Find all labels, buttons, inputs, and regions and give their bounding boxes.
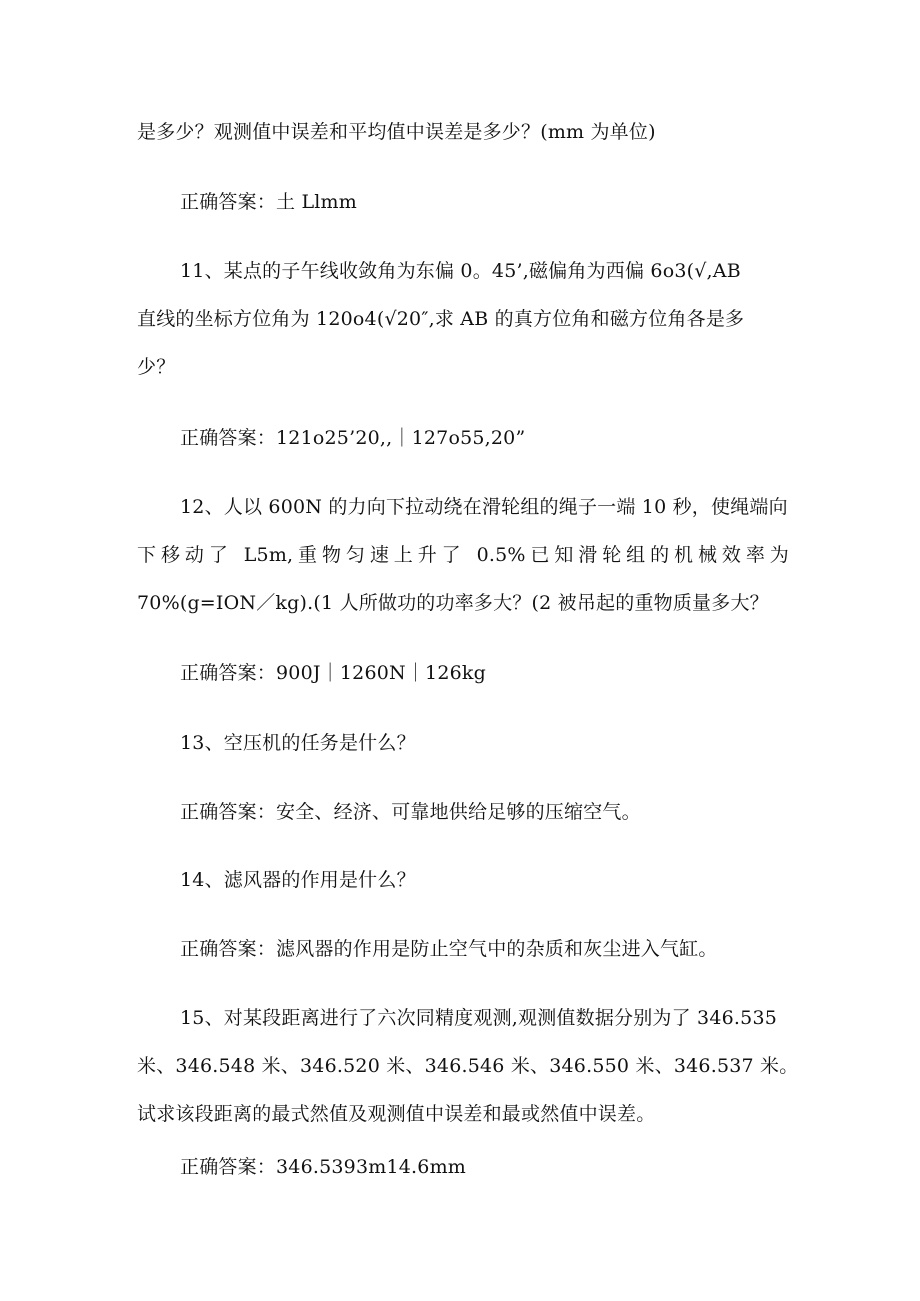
q11-question-line2: 直线的坐标方位角为 120o4(√20″,求 AB 的真方位角和磁方位角各是多 xyxy=(137,308,745,330)
q12-answer: 正确答案：900J｜1260N｜126kg xyxy=(180,662,487,684)
q11-question-line3: 少？ xyxy=(137,356,176,378)
q14-question: 14、滤风器的作用是什么？ xyxy=(180,869,416,891)
q11-answer: 正确答案：121o25’20,,｜127o55,20” xyxy=(180,427,526,449)
q12-question-line1: 12、人以 600N 的力向下拉动绕在滑轮组的绳子一端 10 秒，使绳端向 xyxy=(180,496,788,518)
q14-answer: 正确答案：滤风器的作用是防止空气中的杂质和灰尘进入气缸。 xyxy=(180,938,718,960)
q12-question-line2: 下移动了 L5m,重物匀速上升了 0.5%已知滑轮组的机械效率为 xyxy=(137,544,789,566)
q15-question-line2: 米、346.548 米、346.520 米、346.546 米、346.550 米、346.537 米。 xyxy=(137,1055,799,1077)
q13-answer: 正确答案：安全、经济、可靠地供给足够的压缩空气。 xyxy=(180,801,641,823)
q13-question: 13、空压机的任务是什么？ xyxy=(180,732,416,754)
q12-question-line3: 70%(g=ION／kg).(1 人所做功的功率多大？(2 被吊起的重物质量多大？ xyxy=(137,592,769,614)
q10-answer: 正确答案：土 Llmm xyxy=(180,191,357,213)
q15-question-line1: 15、对某段距离进行了六次同精度观测,观测值数据分别为了 346.535 xyxy=(180,1007,778,1029)
q15-question-line3: 试求该段距离的最式然值及观测值中误差和最或然值中误差。 xyxy=(137,1103,656,1125)
q11-question-line1: 11、某点的子午线收敛角为东偏 0。45’,磁偏角为西偏 6o3(√,AB xyxy=(180,260,741,282)
q10-question-tail: 是多少？观测值中误差和平均值中误差是多少？(mm 为单位) xyxy=(137,121,656,143)
q15-answer: 正确答案：346.5393m14.6mm xyxy=(180,1156,467,1178)
